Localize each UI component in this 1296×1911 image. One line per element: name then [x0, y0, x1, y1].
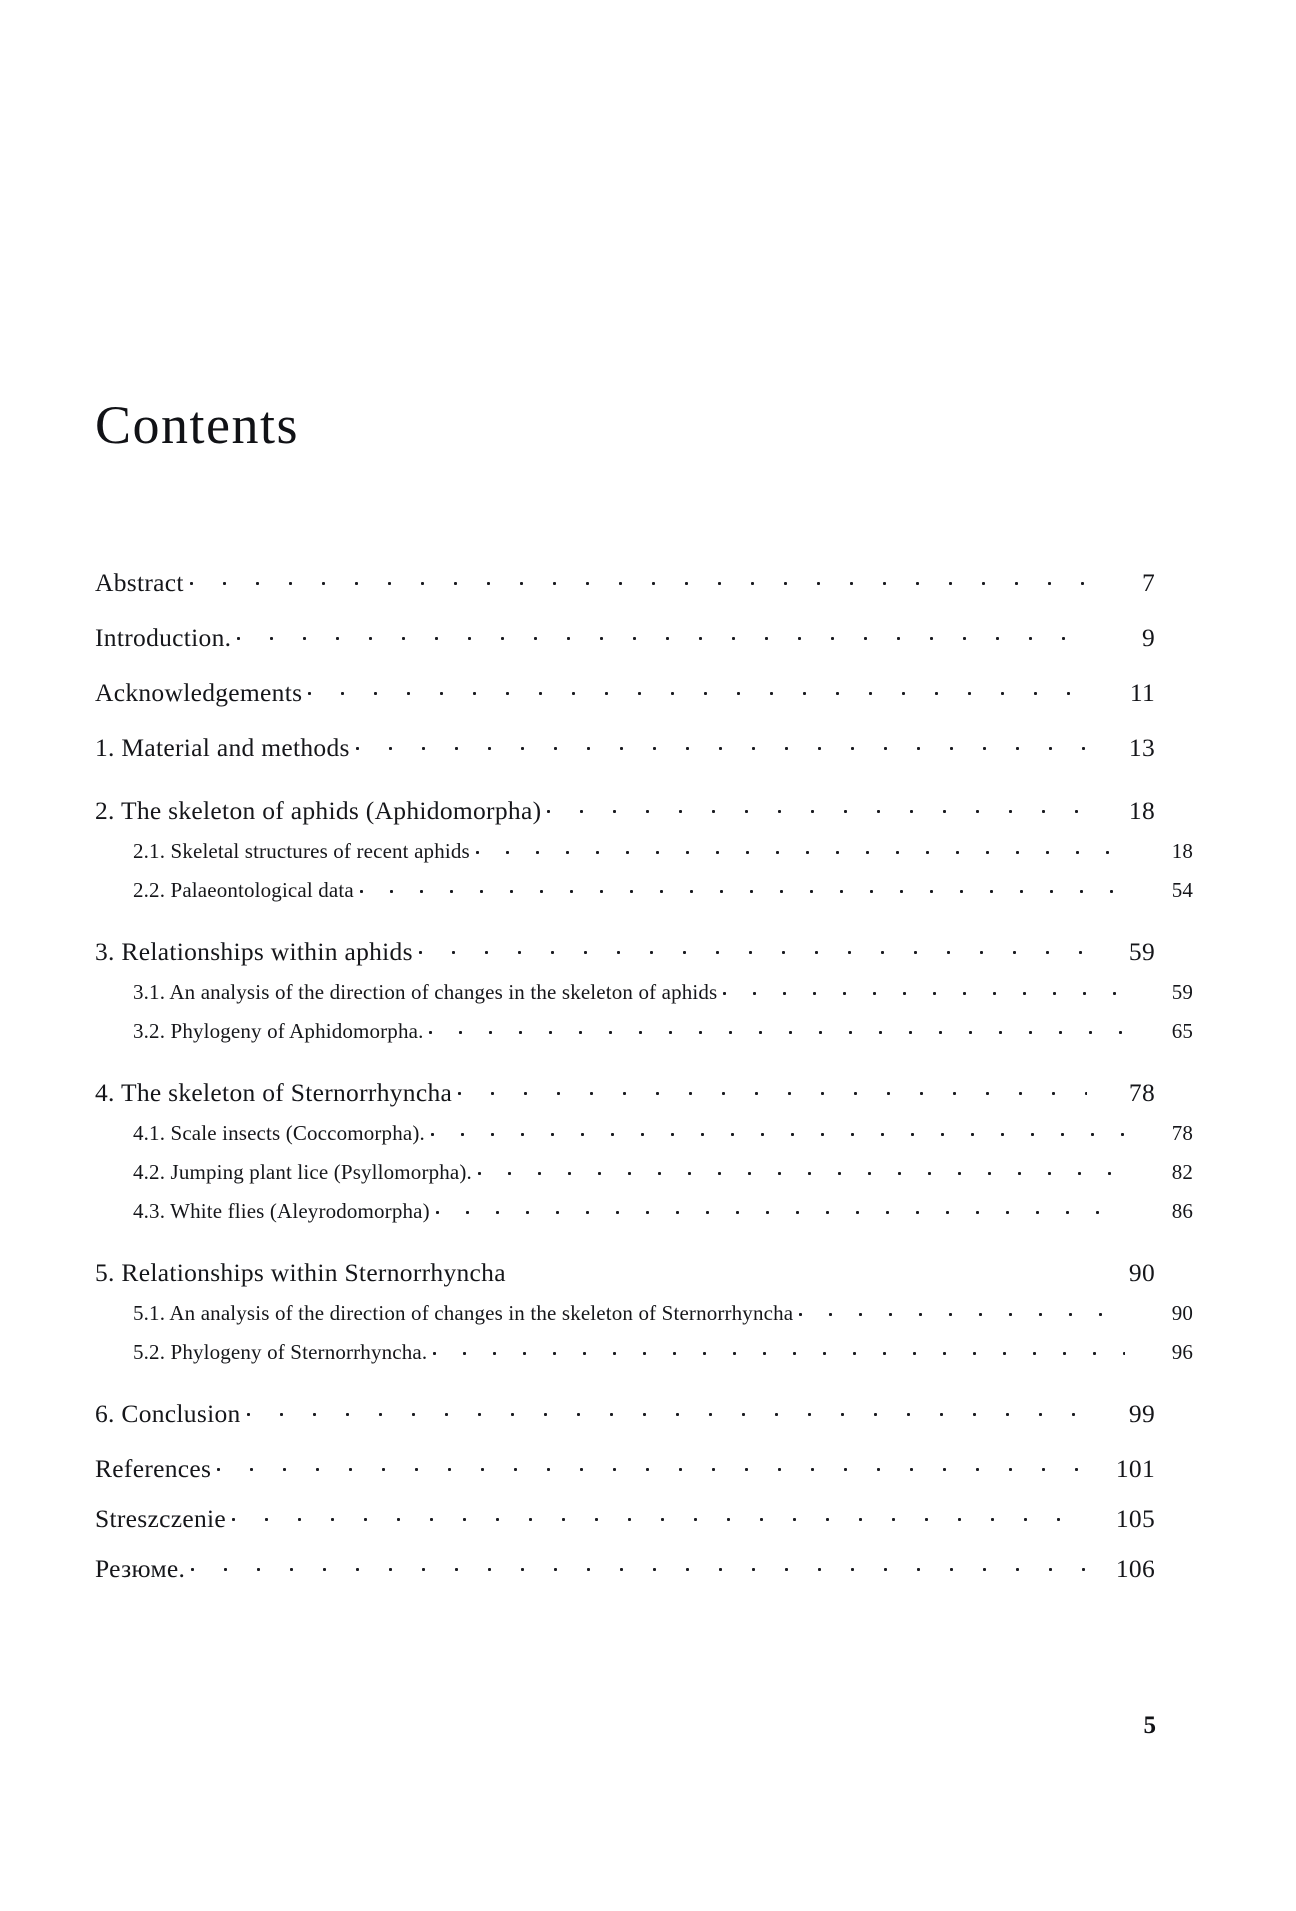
toc-dot-leader [476, 837, 1125, 858]
toc-entry-label: 4. The skeleton of Sternorrhyncha [95, 1077, 453, 1107]
toc-entry-label: 5. Relationships within Sternorrhyncha [95, 1257, 506, 1287]
toc-dot-leader [433, 1338, 1125, 1359]
toc-entry[interactable] [95, 1551, 1155, 1581]
toc-entry[interactable] [95, 1338, 1193, 1363]
toc-dot-leader [308, 675, 1087, 701]
table-of-contents [95, 565, 1193, 1583]
toc-dot-leader [436, 1197, 1125, 1218]
toc-entry[interactable] [95, 793, 1155, 823]
toc-entry[interactable] [95, 1396, 1155, 1426]
toc-entry-label: 3. Relationships within aphids [95, 936, 413, 966]
toc-entry-page-number: 78 [1171, 1121, 1193, 1145]
toc-entry[interactable] [95, 876, 1193, 901]
toc-dot-leader [232, 1501, 1087, 1527]
toc-dot-leader [478, 1158, 1125, 1179]
toc-entry[interactable] [95, 675, 1155, 705]
toc-entry-page-number: 101 [1115, 1453, 1155, 1483]
toc-dot-leader [429, 1017, 1125, 1038]
page-title: Contents [95, 395, 300, 456]
toc-entry-page-number: 11 [1129, 677, 1155, 707]
toc-entry[interactable] [95, 1197, 1193, 1222]
toc-entry-label: Streszczenie [95, 1503, 227, 1533]
toc-entry-page-number: 59 [1171, 980, 1193, 1004]
toc-dot-leader [190, 565, 1087, 591]
toc-dot-leader [191, 1551, 1087, 1577]
toc-entry-page-number: 13 [1128, 732, 1155, 762]
toc-entry-label: 2.1. Skeletal structures of recent aphids [133, 839, 470, 863]
page-folio-number: 5 [1143, 1712, 1156, 1739]
toc-entry-page-number: 99 [1128, 1398, 1155, 1428]
toc-entry-label: Abstract [95, 567, 184, 597]
toc-dot-leader [237, 620, 1087, 646]
toc-dot-leader [356, 730, 1087, 756]
toc-entry-label: 4.3. White flies (Aleyrodomorpha) [133, 1199, 430, 1223]
toc-entry-label: Introduction. [95, 622, 232, 652]
toc-entry-label: 3.1. An analysis of the direction of changes in the skeleton of aphids [133, 980, 718, 1004]
toc-dot-leader [799, 1299, 1125, 1320]
toc-entry[interactable] [95, 837, 1193, 862]
toc-entry[interactable] [95, 934, 1155, 964]
toc-entry-page-number: 86 [1171, 1199, 1193, 1223]
toc-dot-leader [458, 1075, 1087, 1101]
toc-entry[interactable] [95, 730, 1155, 760]
toc-entry-label: 6. Conclusion [95, 1398, 241, 1428]
toc-entry-page-number: 18 [1128, 795, 1155, 825]
toc-entry-label: 2.2. Palaeontological data [133, 878, 354, 902]
toc-entry[interactable] [95, 1299, 1193, 1324]
toc-dot-leader [419, 934, 1087, 960]
toc-dot-leader [512, 1255, 1087, 1281]
toc-entry-label: Acknowledgements [95, 677, 303, 707]
toc-entry-label: 5.2. Phylogeny of Sternorrhyncha. [133, 1340, 428, 1364]
toc-entry-label: 2. The skeleton of aphids (Aphidomorpha) [95, 795, 542, 825]
toc-entry[interactable] [95, 1501, 1155, 1531]
toc-entry-label: Резюме. [95, 1553, 186, 1583]
toc-entry-page-number: 54 [1171, 878, 1193, 902]
toc-entry-label: 4.1. Scale insects (Coccomorpha). [133, 1121, 425, 1145]
toc-dot-leader [247, 1396, 1087, 1422]
toc-dot-leader [217, 1451, 1087, 1477]
toc-entry-label: 1. Material and methods [95, 732, 350, 762]
toc-dot-leader [723, 978, 1125, 999]
toc-entry-page-number: 7 [1141, 567, 1155, 597]
toc-entry-page-number: 59 [1128, 936, 1155, 966]
toc-entry[interactable] [95, 620, 1155, 650]
toc-entry-label: 4.2. Jumping plant lice (Psyllomorpha). [133, 1160, 472, 1184]
toc-entry-page-number: 90 [1171, 1301, 1193, 1325]
toc-entry[interactable] [95, 1075, 1155, 1105]
toc-entry-page-number: 90 [1128, 1257, 1155, 1287]
toc-entry-page-number: 18 [1171, 839, 1193, 863]
toc-entry[interactable] [95, 565, 1155, 595]
toc-dot-leader [360, 876, 1125, 897]
toc-entry-label: 5.1. An analysis of the direction of changes in the skeleton of Sternorrhyncha [133, 1301, 794, 1325]
toc-entry[interactable] [95, 1017, 1193, 1042]
toc-entry-page-number: 105 [1115, 1503, 1155, 1533]
toc-entry-label: 3.2. Phylogeny of Aphidomorpha. [133, 1019, 424, 1043]
toc-entry-page-number: 106 [1115, 1553, 1155, 1583]
toc-entry-page-number: 9 [1141, 622, 1155, 652]
toc-entry[interactable] [95, 1119, 1193, 1144]
toc-dot-leader [547, 793, 1087, 819]
toc-entry[interactable] [95, 1451, 1155, 1481]
toc-entry[interactable] [95, 978, 1193, 1003]
toc-entry-label: References [95, 1453, 212, 1483]
toc-entry[interactable] [95, 1158, 1193, 1183]
toc-entry-page-number: 82 [1171, 1160, 1193, 1184]
toc-entry-page-number: 96 [1171, 1340, 1193, 1364]
toc-entry[interactable] [95, 1255, 1155, 1285]
toc-entry-page-number: 65 [1171, 1019, 1193, 1043]
toc-entry-page-number: 78 [1128, 1077, 1155, 1107]
toc-dot-leader [431, 1119, 1125, 1140]
